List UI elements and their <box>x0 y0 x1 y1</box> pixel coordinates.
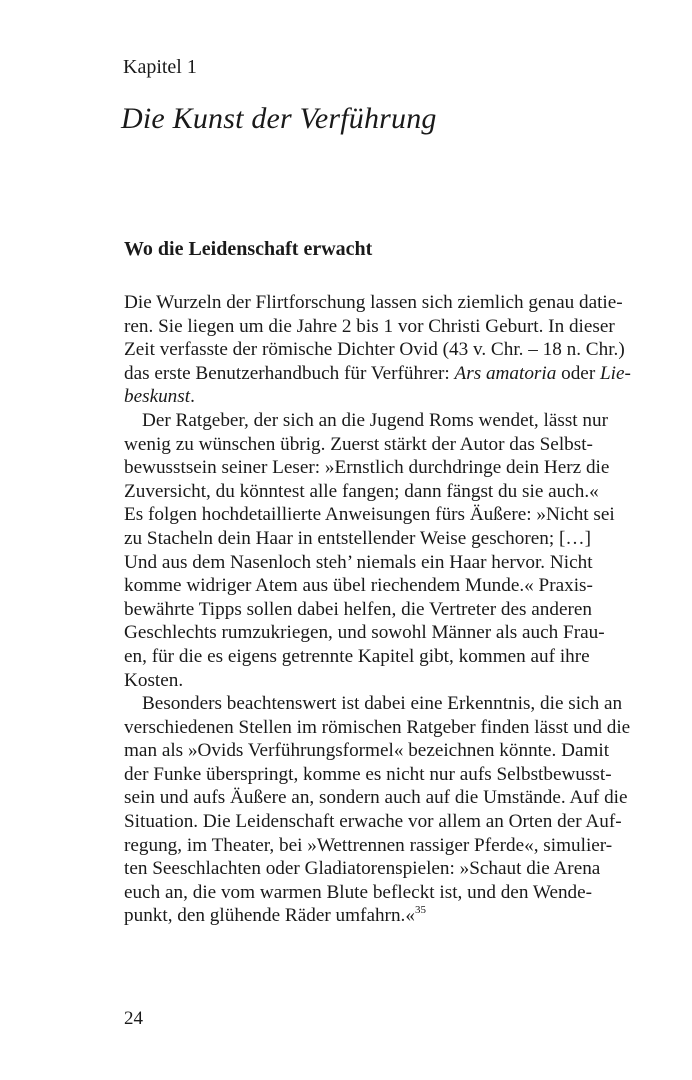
text-line: Zeit verfasste der römische Dichter Ovid (43 v. Chr. – 18 n. Chr.) <box>124 339 625 361</box>
text-line: Zuversicht, du könntest alle fangen; dann fängst du sie auch.« <box>124 480 599 502</box>
text-line-with-footnote <box>124 904 584 928</box>
text-line: Kosten. <box>124 669 184 691</box>
book-title-liebeskunst-part1: Lie- <box>600 362 631 384</box>
text-line: en, für die es eigens getrennte Kapitel gibt, kommen auf ihre <box>124 645 590 667</box>
text-line: bewusstsein seiner Leser: »Ernstlich durchdringe dein Herz die <box>124 457 610 479</box>
text-run: punkt, den glühende Räder umfahrn.« <box>124 905 415 927</box>
text-line: euch an, die vom warmen Blute befleckt ist, und den Wende- <box>124 881 593 903</box>
chapter-title: Die Kunst der Verführung <box>121 102 437 135</box>
text-line: Die Wurzeln der Flirtforschung lassen sich ziemlich genau datie- <box>124 292 623 313</box>
book-title-liebeskunst-part2: beskunst <box>124 386 191 408</box>
paragraph-3 <box>124 692 631 928</box>
text-line: Besonders beachtenswert ist dabei eine Erkenntnis, die sich an <box>142 693 623 715</box>
text-line: verschiedenen Stellen im römischen Ratgeber finden lässt und die <box>124 716 631 738</box>
text-line: Und aus dem Nasenloch steh’ niemals ein Haar hervor. Nicht <box>124 551 593 573</box>
text-line-mixed <box>124 362 631 386</box>
text-line: man als »Ovids Verführungsformel« bezeichnen könnte. Damit <box>124 740 610 762</box>
text-line: zu Stacheln dein Haar in entstellender Weise geschoren; […] <box>124 527 591 549</box>
footnote-marker: 35 <box>414 904 426 917</box>
paragraph-2 <box>124 409 615 692</box>
text-line: sein und aufs Äußere an, sondern auch auf die Umstände. Auf die <box>124 787 628 809</box>
text-run: oder <box>556 362 600 384</box>
text-line: Geschlechts rumzukriegen, und sowohl Männer als auch Frau- <box>124 622 605 644</box>
section-heading: Wo die Leidenschaft erwacht <box>124 238 373 260</box>
body-text <box>124 291 631 928</box>
text-line: ren. Sie liegen um die Jahre 2 bis 1 vor Christi Geburt. In dieser <box>124 315 615 337</box>
text-line: ten Seeschlachten oder Gladiatorenspielen: »Schaut die Arena <box>124 858 601 880</box>
text-line: wenig zu wünschen übrig. Zuerst stärkt der Autor das Selbst- <box>124 433 593 455</box>
text-line: regung, im Theater, bei »Wettrennen rassiger Pferde«, simulier- <box>124 834 613 856</box>
text-line: Situation. Die Leidenschaft erwache vor allem an Orten der Auf- <box>124 811 622 833</box>
text-line: bewährte Tipps sollen dabei helfen, die Vertreter des anderen <box>124 598 592 620</box>
book-title-ars-amatoria: Ars amatoria <box>454 362 557 384</box>
text-line: Es folgen hochdetaillierte Anweisungen fürs Äußere: »Nicht sei <box>124 504 615 526</box>
text-line: der Funke überspringt, komme es nicht nur aufs Selbstbewusst- <box>124 763 612 785</box>
text-line: komme widriger Atem aus übel riechendem Munde.« Praxis- <box>124 575 593 597</box>
text-line: Der Ratgeber, der sich an die Jugend Roms wendet, lässt nur <box>142 409 609 431</box>
text-run: das erste Benutzerhandbuch für Verführer: <box>124 362 455 384</box>
text-line-mixed <box>124 385 584 409</box>
chapter-label: Kapitel 1 <box>123 56 197 78</box>
paragraph-1 <box>124 291 631 409</box>
text-run: . <box>190 386 195 408</box>
page-number: 24 <box>124 1008 143 1029</box>
